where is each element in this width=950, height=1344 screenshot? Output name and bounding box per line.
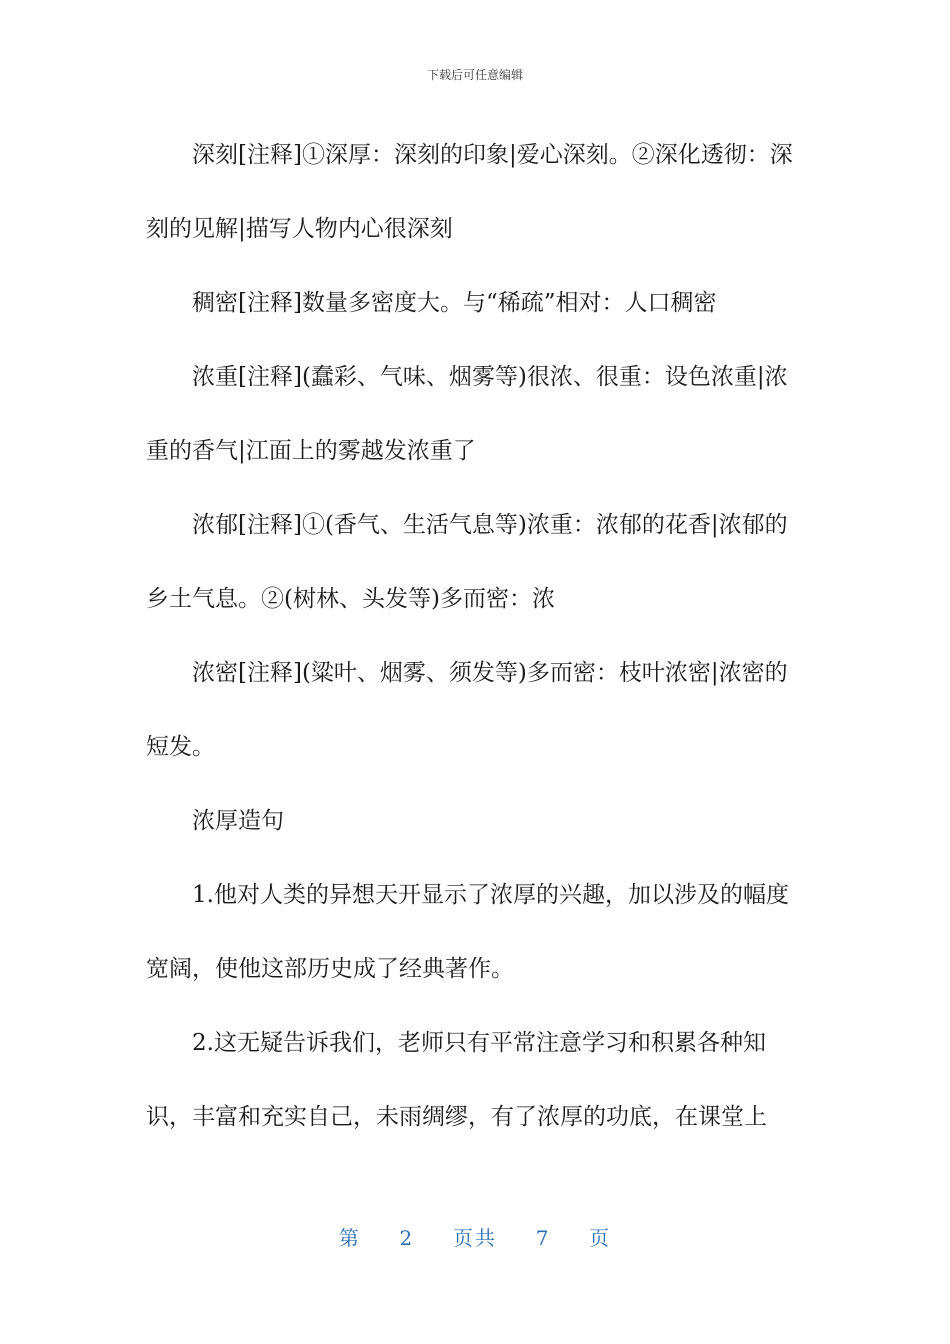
- paragraph: 浓郁[注释]①(香气、生活气息等)浓重：浓郁的花香|浓郁的乡土气息。②(树林、头发等)多而密：浓: [146, 512, 788, 612]
- paragraph: 2.这无疑告诉我们，老师只有平常注意学习和积累各种知识，丰富和充实自己，未雨绸缪，有了浓厚的功底，在课堂上: [146, 1030, 767, 1130]
- footer-suffix: 页: [589, 1226, 612, 1250]
- paragraph: 浓密[注释](粱叶、烟雾、须发等)多而密：枝叶浓密|浓密的短发。: [146, 660, 788, 760]
- current-page-number: 2: [399, 1226, 415, 1250]
- footer-prefix: 第: [338, 1226, 361, 1250]
- document-body: [146, 118, 806, 1154]
- paragraph: 1.他对人类的异想天开显示了浓厚的兴趣，加以涉及的幅度宽阔，使他这部历史成了经典著作。: [146, 882, 789, 982]
- section-heading: 浓厚造句: [192, 808, 284, 834]
- footer-middle: 页共: [453, 1226, 497, 1250]
- page-footer: [0, 1222, 950, 1251]
- paragraph: 深刻[注释]①深厚：深刻的印象|爱心深刻。②深化透彻：深刻的见解|描写人物内心很深刻: [146, 142, 793, 242]
- total-pages-number: 7: [535, 1226, 551, 1250]
- header-note: 下载后可任意编辑: [426, 68, 523, 82]
- paragraph: 浓重[注释](蠢彩、气味、烟雾等)很浓、很重：设色浓重|浓重的香气|江面上的雾越发浓重了: [146, 364, 788, 464]
- paragraph: 稠密[注释]数量多密度大。与“稀疏”相对：人口稠密: [192, 290, 717, 316]
